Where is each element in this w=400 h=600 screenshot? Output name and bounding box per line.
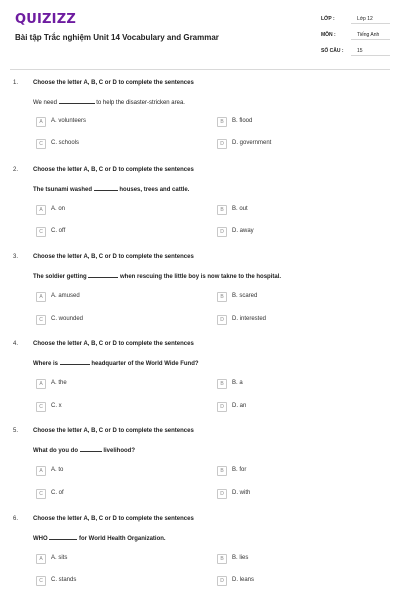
- option-letter-box: C: [36, 227, 46, 237]
- option-text: C. schools: [51, 140, 80, 146]
- question-2: [0, 167, 400, 247]
- option-text: C. stands: [51, 577, 77, 583]
- option-text: B. lies: [232, 555, 249, 561]
- sentence-before: The tsunami washed: [33, 187, 93, 193]
- answer-blank: [88, 271, 118, 278]
- answer-blank: [59, 97, 95, 104]
- option-letter-box: C: [36, 402, 46, 412]
- sentence-after: for World Health Organization.: [79, 536, 166, 542]
- option-letter-box: B: [217, 466, 227, 476]
- option-text: B. flood: [232, 118, 253, 124]
- option-text: A. amused: [51, 293, 80, 299]
- answer-blank: [94, 184, 118, 191]
- question-sentence: [33, 533, 166, 542]
- option-text: A. to: [51, 467, 64, 473]
- sentence-before: WHO: [33, 536, 48, 542]
- option-text: C. x: [51, 403, 62, 409]
- meta-value: 15: [357, 48, 363, 54]
- meta-value: Lớp 12: [357, 16, 373, 22]
- option-text: B. a: [232, 380, 243, 386]
- question-3: [0, 254, 400, 334]
- option-text: D. interested: [232, 316, 267, 322]
- question-sentence: [33, 97, 185, 106]
- meta-value: Tiếng Anh: [357, 32, 380, 38]
- question-instruction: Choose the letter A, B, C or D to complete the sentences: [33, 516, 194, 522]
- option-letter-box: B: [217, 205, 227, 215]
- option-text: D. leans: [232, 577, 255, 583]
- page-title: Bài tập Trắc nghiệm Unit 14 Vocabulary and Grammar: [15, 33, 219, 42]
- question-instruction: Choose the letter A, B, C or D to complete the sentences: [33, 428, 194, 434]
- option-letter-box: D: [217, 489, 227, 499]
- option-text: C. wounded: [51, 316, 84, 322]
- question-5: [0, 428, 400, 508]
- answer-blank: [80, 445, 102, 452]
- quizizz-logo: QUIZIZZ: [15, 12, 76, 27]
- option-letter-box: C: [36, 315, 46, 325]
- option-text: D. government: [232, 140, 272, 146]
- question-instruction: Choose the letter A, B, C or D to complete the sentences: [33, 167, 194, 173]
- meta-divider: [351, 39, 390, 40]
- option-letter-box: D: [217, 402, 227, 412]
- question-instruction: Choose the letter A, B, C or D to complete the sentences: [33, 341, 194, 347]
- option-text: A. volunteers: [51, 118, 87, 124]
- sentence-before: What do you do: [33, 448, 78, 454]
- option-letter-box: C: [36, 489, 46, 499]
- option-text: A. sits: [51, 555, 68, 561]
- option-letter-box: A: [36, 379, 46, 389]
- answer-blank: [60, 358, 90, 365]
- option-text: D. away: [232, 228, 254, 234]
- header-divider: [10, 69, 390, 70]
- option-text: B. out: [232, 206, 248, 212]
- option-text: A. on: [51, 206, 66, 212]
- option-letter-box: A: [36, 205, 46, 215]
- question-4: [0, 341, 400, 421]
- option-letter-box: B: [217, 292, 227, 302]
- meta-label: MÔN :: [321, 32, 336, 38]
- question-instruction: Choose the letter A, B, C or D to complete the sentences: [33, 254, 194, 260]
- option-letter-box: D: [217, 227, 227, 237]
- option-letter-box: B: [217, 379, 227, 389]
- meta-row-subject: [314, 26, 390, 42]
- sentence-before: The soldier getting: [33, 274, 87, 280]
- question-number: 4.: [13, 341, 19, 347]
- meta-divider: [351, 55, 390, 56]
- option-letter-box: A: [36, 292, 46, 302]
- option-text: D. an: [232, 403, 247, 409]
- option-text: C. of: [51, 490, 64, 496]
- question-instruction: Choose the letter A, B, C or D to complete the sentences: [33, 80, 194, 86]
- question-sentence: [33, 184, 189, 193]
- question-number: 3.: [13, 254, 19, 260]
- sentence-before: Where is: [33, 361, 59, 367]
- option-letter-box: D: [217, 139, 227, 149]
- question-sentence: [33, 271, 281, 280]
- option-text: D. with: [232, 490, 251, 496]
- meta-row-class: [314, 10, 390, 26]
- option-letter-box: A: [36, 466, 46, 476]
- question-number: 5.: [13, 428, 19, 434]
- option-text: B. for: [232, 467, 247, 473]
- sentence-after: when rescuing the little boy is now takne to the hospital.: [120, 274, 282, 280]
- meta-panel: [314, 10, 390, 58]
- sentence-after: headquarter of the World Wide Fund?: [91, 361, 199, 367]
- sentence-after: houses, trees and cattle.: [119, 187, 190, 193]
- meta-divider: [351, 23, 390, 24]
- answer-blank: [49, 533, 77, 540]
- option-letter-box: D: [217, 576, 227, 586]
- question-6: [0, 516, 400, 596]
- question-sentence: [33, 358, 199, 367]
- meta-row-count: [314, 42, 390, 58]
- sentence-before: We need: [33, 100, 57, 106]
- option-letter-box: C: [36, 139, 46, 149]
- question-number: 6.: [13, 516, 19, 522]
- option-letter-box: A: [36, 554, 46, 564]
- option-text: A. the: [51, 380, 67, 386]
- option-text: B. scared: [232, 293, 258, 299]
- option-letter-box: D: [217, 315, 227, 325]
- sentence-after: livelihood?: [103, 448, 136, 454]
- option-letter-box: A: [36, 117, 46, 127]
- meta-label: SỐ CÂU :: [321, 48, 344, 54]
- option-text: C. off: [51, 228, 66, 234]
- question-number: 2.: [13, 167, 19, 173]
- question-number: 1.: [13, 80, 19, 86]
- option-letter-box: B: [217, 117, 227, 127]
- option-letter-box: C: [36, 576, 46, 586]
- question-sentence: [33, 445, 135, 454]
- sentence-after: to help the disaster-stricken area.: [96, 100, 185, 106]
- question-1: [0, 80, 400, 160]
- meta-label: LỚP :: [321, 16, 335, 22]
- option-letter-box: B: [217, 554, 227, 564]
